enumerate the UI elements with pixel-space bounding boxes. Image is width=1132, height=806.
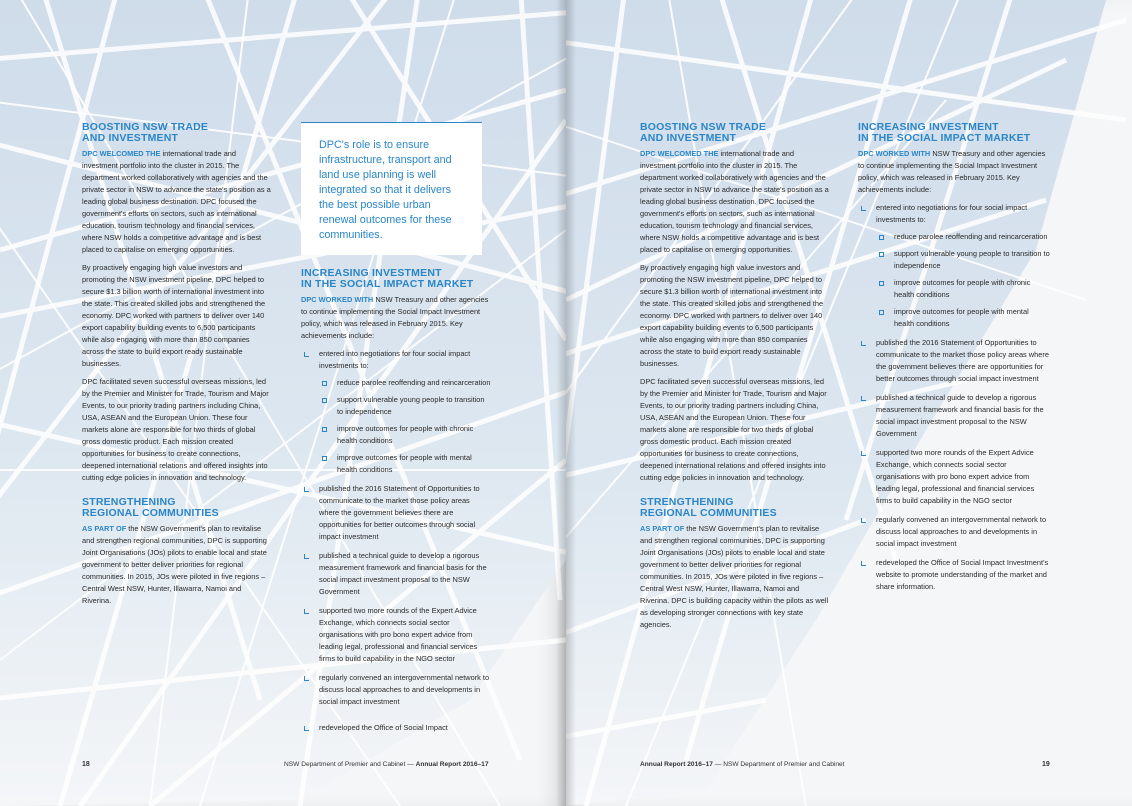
list-item: published a technical guide to develop a rigorous measurement framework and financial basis for the social impact investment proposal to the NSW Government (858, 392, 1050, 440)
paragraph (82, 148, 272, 256)
lead-in: DPC WELCOMED THE (640, 149, 719, 158)
footer-org: — NSW Department of Premier and Cabinet (712, 761, 845, 768)
paragraph-text: NSW Treasury and other agencies to continue implementing the Social Impact Investment policy, which was released in February 2015. Key achievements include: (301, 295, 489, 340)
heading-line: IN THE SOCIAL IMPACT MARKET (858, 131, 1031, 144)
sub-list-item: support vulnerable young people to transition to independence (319, 394, 491, 418)
list-item: supported two more rounds of the Expert Advice Exchange, which connects social sector organisations with pro bono expert advice from leading legal, professional and financial services firms to build capability in the NGO sector (301, 605, 491, 665)
section-heading (301, 268, 491, 289)
book-spine-shadow (556, 0, 576, 806)
section-heading (640, 122, 830, 143)
section-heading (82, 497, 272, 518)
left-column-1 (82, 122, 272, 613)
heading-line: AND INVESTMENT (640, 131, 737, 144)
paragraph: DPC facilitated seven successful overseas missions, led by the Premier and Minister for Trade, Tourism and Major Events, to our priority trading partners including China, USA, ASEAN and the European Union. These four markets alone are responsible for two thirds of global gross domestic product. Each mission created opportunities for business to create connections, deepened international relations and offered insights into cutting edge policies in innovation and technology. (82, 377, 269, 482)
page-number: 19 (1042, 761, 1050, 768)
running-footer (284, 761, 489, 768)
paragraph-text: international trade and investment portfolio into the cluster in 2015. The department worked collaboratively with agencies and the private sector in NSW to advance the state's position as a leading global business destination. DPC focused the government's efforts on sectors, such as international education, tourism technology and financial services, where NSW holds a competitive advantage and is best placed to capitalise on emerging opportunities. (82, 149, 271, 254)
list-item: published a technical guide to develop a rigorous measurement framework and financial basis for the social impact investment proposal to the NSW Government (301, 550, 491, 598)
paragraph (82, 523, 272, 607)
paragraph-text: international trade and investment portfolio into the cluster in 2015. The department worked collaboratively with agencies and the private sector in NSW to advance the state's position as a leading global business destination. DPC focused the government's efforts on sectors, such as international education, tourism technology and financial services, where NSW holds a competitive advantage and is best placed to capitalise on emerging opportunities. (640, 149, 829, 254)
achievements-list (858, 202, 1050, 593)
footer-report: Annual Report 2016–17 (640, 761, 713, 768)
list-item: regularly convened an intergovernmental network to discuss local approaches to and developments in social impact investment (301, 672, 491, 708)
heading-line: IN THE SOCIAL IMPACT MARKET (301, 277, 474, 290)
heading-line: INCREASING INVESTMENT (301, 267, 442, 279)
list-item: published the 2016 Statement of Opportunities to communicate to the market those policy areas where the government believes there are opportunities for better outcomes through social impact investment (301, 483, 491, 543)
heading-line: AND INVESTMENT (82, 131, 179, 144)
paragraph-text: the NSW Government's plan to revitalise and strengthen regional communities, DPC is supporting Joint Organisations (JOs) pilots to enable local and state government to better deliver priorities for regional communities. In 2015, JOs were piloted in five regions – Central West NSW, Hunter, Illawarra, Namoi and Riverina. DPC is building capacity within the pilots as well as developing stronger connections with key state agencies. (640, 524, 829, 629)
paragraph: By proactively engaging high value investors and promoting the NSW investment pipeline, DPC helped to secure $1.3 billion worth of international investment into the state. This created skilled jobs and strengthened the economy. DPC worked with partners to deliver over 140 export capability building events to 6,500 participants while also engaging with more than 850 companies across the state to build export ready sustainable businesses. (82, 263, 266, 368)
pull-quote: DPC's role is to ensure infrastructure, transport and land use planning is well integrated so that it delivers the best possible urban renewal outcomes for these communities. (301, 122, 482, 255)
paragraph-text: NSW Treasury and other agencies to continue implementing the Social Impact Investment policy, which was released in February 2015. Key achievements include: (858, 149, 1046, 194)
list-item (301, 348, 491, 476)
list-item: regularly convened an intergovernmental network to discuss local approaches to and developments in social impact investment (858, 514, 1050, 550)
right-column-1 (640, 122, 830, 637)
lead-in: AS PART OF (640, 524, 685, 533)
right-page (566, 0, 1132, 806)
heading-line: INCREASING INVESTMENT (858, 121, 999, 133)
section-heading (640, 497, 830, 518)
list-item-text: entered into negotiations for four social impact investments to: (876, 203, 1028, 224)
section-heading (82, 122, 272, 143)
achievements-list (301, 348, 491, 734)
heading-line: STRENGTHENING (82, 496, 176, 508)
sub-list (319, 377, 491, 476)
sub-list-item: improve outcomes for people with mental health conditions (319, 452, 491, 476)
sub-list-item: support vulnerable young people to transition to independence (876, 248, 1050, 272)
heading-line: REGIONAL COMMUNITIES (82, 506, 219, 519)
lead-in: DPC WORKED WITH (301, 295, 374, 304)
sub-list-item: improve outcomes for people with mental health conditions (876, 306, 1050, 330)
paragraph (640, 148, 830, 256)
sub-list-item: improve outcomes for people with chronic health conditions (319, 423, 491, 447)
paragraph: DPC facilitated seven successful overseas missions, led by the Premier and Minister for Trade, Tourism and Major Events, to our priority trading partners including China, USA, ASEAN and the European Union. These four markets alone are responsible for two thirds of global gross domestic product. Each mission created opportunities for business to create connections, deepened international relations and offered insights into cutting edge policies in innovation and technology. (640, 377, 827, 482)
heading-line: BOOSTING NSW TRADE (82, 121, 209, 133)
page-number: 18 (82, 761, 90, 768)
list-item: published the 2016 Statement of Opportunities to communicate to the market those policy areas where the government believes there are opportunities for better outcomes through social impact investment (858, 337, 1050, 385)
right-column-2 (858, 122, 1050, 600)
list-item-text: entered into negotiations for four social impact investments to: (319, 349, 471, 370)
heading-line: REGIONAL COMMUNITIES (640, 506, 777, 519)
footer-report: Annual Report 2016–17 (415, 761, 489, 768)
list-item: supported two more rounds of the Expert Advice Exchange, which connects social sector organisations with pro bono expert advice from leading legal, professional and financial services firms to build capability in the NGO sector (858, 447, 1050, 507)
list-item: redeveloped the Office of Social Impact (301, 722, 491, 734)
list-item (858, 202, 1050, 330)
heading-line: STRENGTHENING (640, 496, 734, 508)
list-item: redeveloped the Office of Social Impact Investment's website to promote understanding of the market and share information. (858, 557, 1050, 593)
lead-in: DPC WORKED WITH (858, 149, 931, 158)
footer-org: NSW Department of Premier and Cabinet — (284, 761, 416, 768)
paragraph: By proactively engaging high value investors and promoting the NSW investment pipeline, DPC helped to secure $1.3 billion worth of international investment into the state. This created skilled jobs and strengthened the economy. DPC worked with partners to deliver over 140 export capability building events to 6,500 participants while also engaging with more than 850 companies across the state to build export ready sustainable businesses. (640, 263, 824, 368)
sub-list-item: reduce parolee reoffending and reincarceration (876, 231, 1050, 243)
running-footer (640, 761, 845, 768)
paragraph-text: the NSW Government's plan to revitalise and strengthen regional communities, DPC is supporting Joint Organisations (JOs) pilots to enable local and state government to better deliver priorities for regional communities. In 2015, JOs were piloted in five regions – Central West NSW, Hunter, Illawarra, Namoi and Riverina. (82, 524, 267, 605)
section-heading (858, 122, 1050, 143)
paragraph (301, 294, 491, 342)
sub-list-item: reduce parolee reoffending and reincarceration (319, 377, 491, 389)
left-column-2 (301, 268, 491, 741)
lead-in: AS PART OF (82, 524, 127, 533)
sub-list-item: improve outcomes for people with chronic health conditions (876, 277, 1050, 301)
paragraph (640, 523, 830, 631)
paragraph (858, 148, 1050, 196)
heading-line: BOOSTING NSW TRADE (640, 121, 767, 133)
lead-in: DPC WELCOMED THE (82, 149, 161, 158)
sub-list (876, 231, 1050, 330)
